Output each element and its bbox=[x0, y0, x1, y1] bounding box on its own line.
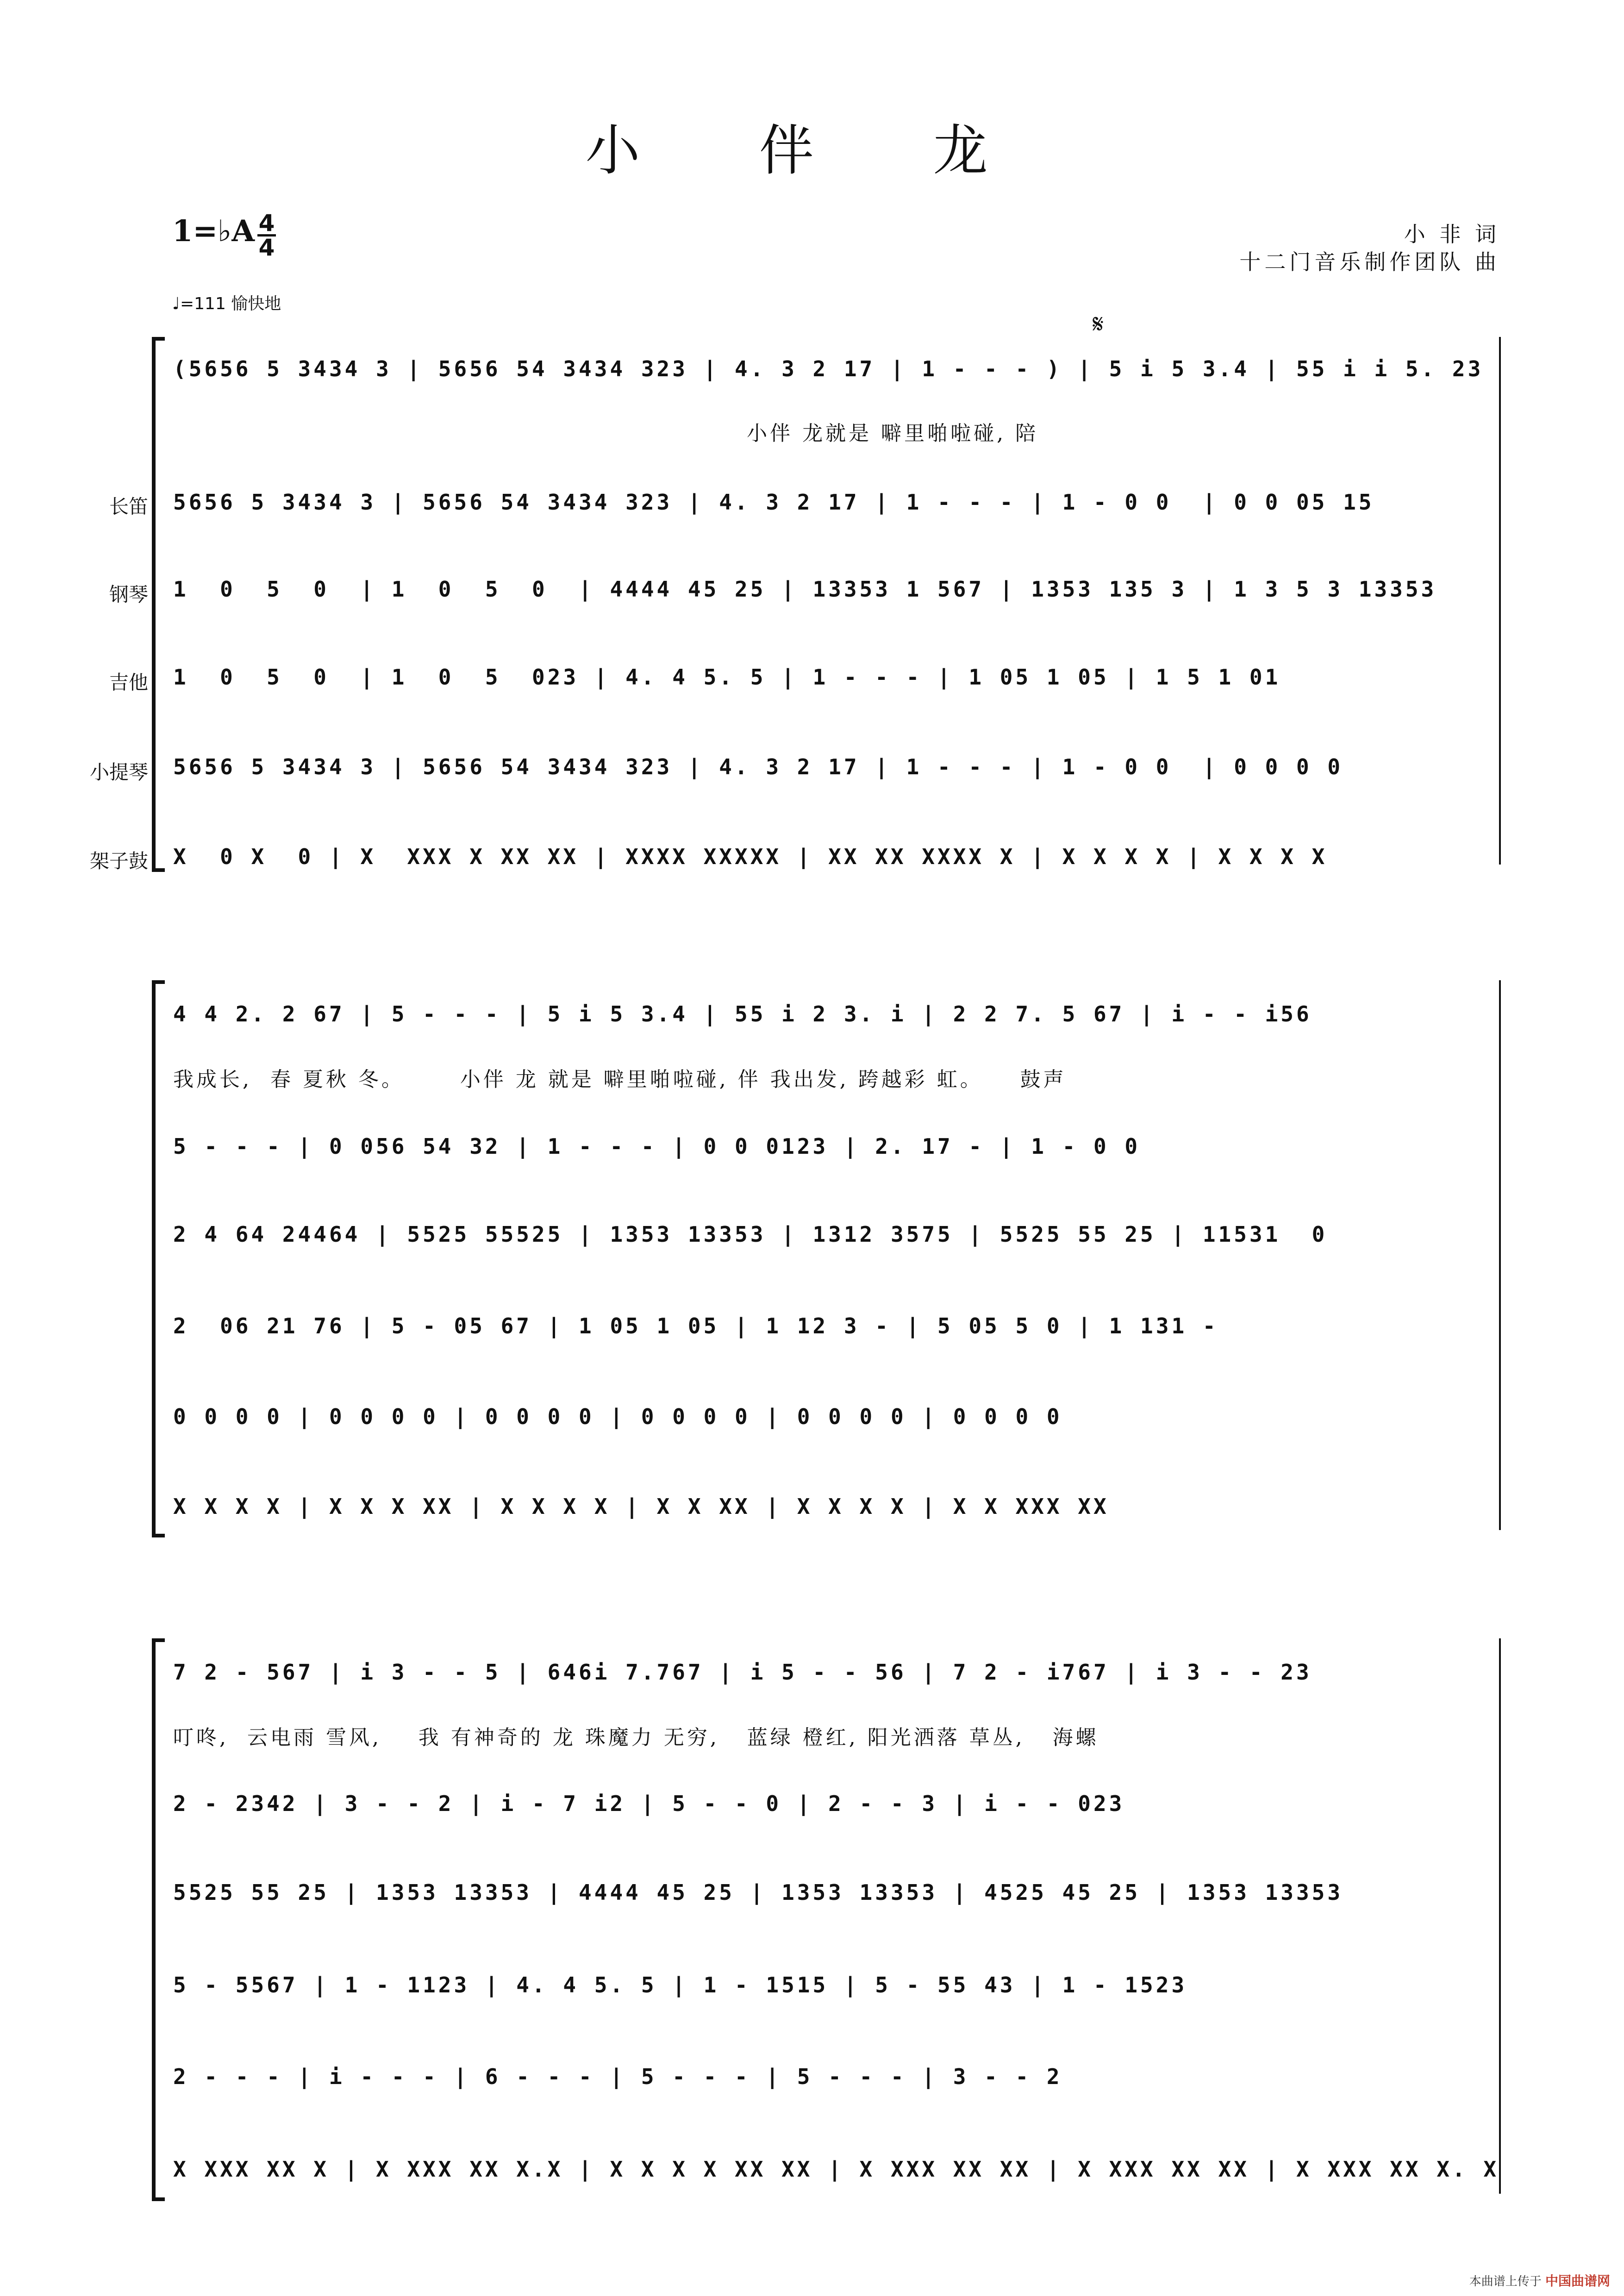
guitar-part: 5 - 5567 | 1 - 1123 | 4. 4 5. 5 | 1 - 1515 | 5 - 55 43 | 1 - 1523 bbox=[173, 1972, 1187, 1997]
drum-part: X X X X | X X X XX | X X X X | X X XX | X X X X | X X XXX XX bbox=[173, 1494, 1109, 1519]
final-barline bbox=[1499, 337, 1501, 865]
lyricist-credit: 小 非 词 bbox=[1404, 222, 1500, 247]
voice-line: (5656 5 3434 3 | 5656 54 3434 323 | 4. 3 2 17 | 1 - - - ) | 5 i 5 3.4 | 55 i i 5. 23 bbox=[173, 356, 1484, 381]
violin-part: 2 - - - | i - - - | 6 - - - | 5 - - - | 5 - - - | 3 - - 2 bbox=[173, 2064, 1062, 2089]
instrument-label-guitar: 吉他 bbox=[109, 671, 148, 694]
piano-part: 1 0 5 0 | 1 0 5 0 | 4444 45 25 | 13353 1 567 | 1353 135 3 | 1 3 5 3 13353 bbox=[173, 577, 1437, 602]
piano-part: 5525 55 25 | 1353 13353 | 4444 45 25 | 1353 13353 | 4525 45 25 | 1353 13353 bbox=[173, 1880, 1343, 1905]
flute-part: 2 - 2342 | 3 - - 2 | i - 7 i2 | 5 - - 0 | 2 - - 3 | i - - 023 bbox=[173, 1791, 1125, 1816]
drum-part: X 0 X 0 | X XXX X XX XX | XXXX XXXXX | XX XX XXXX X | X X X X | X X X X bbox=[173, 844, 1328, 869]
flute-part: 5 - - - | 0 056 54 32 | 1 - - - | 0 0 0123 | 2. 17 - | 1 - 0 0 bbox=[173, 1134, 1141, 1159]
violin-part: 0 0 0 0 | 0 0 0 0 | 0 0 0 0 | 0 0 0 0 | 0 0 0 0 | 0 0 0 0 bbox=[173, 1404, 1062, 1429]
composer-credit: 十二门音乐制作团队 曲 bbox=[1239, 249, 1500, 274]
voice-line: 7 2 - 567 | i 3 - - 5 | 646i 7.767 | i 5 - - 56 | 7 2 - i767 | i 3 - - 23 bbox=[173, 1660, 1312, 1685]
piano-part: 2 4 64 24464 | 5525 55525 | 1353 13353 | 1312 3575 | 5525 55 25 | 11531 0 bbox=[173, 1222, 1328, 1247]
final-barline bbox=[1499, 980, 1501, 1530]
instrument-label-piano: 钢琴 bbox=[109, 583, 148, 606]
instrument-label-drums: 架子鼓 bbox=[89, 850, 148, 872]
page-title: 小 伴 龙 bbox=[585, 118, 1039, 182]
time-signature bbox=[257, 212, 276, 259]
system-bracket bbox=[152, 980, 165, 1537]
lyrics-line: 我成长, 春 夏秋 冬。 小伴 龙 就是 噼里啪啦碰, 伴 我出发, 跨越彩 虹。 鼓声 bbox=[173, 1068, 1067, 1091]
guitar-part: 2 06 21 76 | 5 - 05 67 | 1 05 1 05 | 1 12 3 - | 5 05 5 0 | 1 131 - bbox=[173, 1313, 1218, 1338]
system-bracket bbox=[152, 1638, 165, 2201]
voice-line: 4 4 2. 2 67 | 5 - - - | 5 i 5 3.4 | 55 i 2 3. i | 2 2 7. 5 67 | i - - i56 bbox=[173, 1002, 1312, 1027]
instrument-label-flute: 长笛 bbox=[109, 495, 148, 518]
flute-part: 5656 5 3434 3 | 5656 54 3434 323 | 4. 3 2 17 | 1 - - - | 1 - 0 0 | 0 0 05 15 bbox=[173, 490, 1374, 515]
time-signature-top: 4 bbox=[258, 210, 275, 236]
footer-text: 本曲谱上传于 bbox=[1469, 2275, 1542, 2289]
time-signature-bottom: 4 bbox=[258, 234, 275, 261]
violin-part: 5656 5 3434 3 | 5656 54 3434 323 | 4. 3 2 17 | 1 - - - | 1 - 0 0 | 0 0 0 0 bbox=[173, 754, 1343, 779]
final-barline bbox=[1499, 1638, 1501, 2194]
lyrics-line: 叮咚, 云电雨 雪风, 我 有神奇的 龙 珠魔力 无穷, 蓝绿 橙红, 阳光洒落 草丛, 海螺 bbox=[173, 1726, 1099, 1749]
instrument-label-violin: 小提琴 bbox=[89, 761, 148, 784]
footer-credit bbox=[1469, 2271, 1610, 2290]
segno-icon: 𝄋 bbox=[1093, 309, 1104, 339]
tempo-marking: ♩=111 愉快地 bbox=[172, 294, 281, 313]
system-bracket bbox=[152, 337, 165, 872]
site-logo: 中国曲谱网 bbox=[1545, 2273, 1610, 2289]
drum-part: X XXX XX X | X XXX XX X.X | X X X X XX XX | X XXX XX XX | X XXX XX XX | X XXX XX X. X bbox=[173, 2157, 1499, 2182]
guitar-part: 1 0 5 0 | 1 0 5 023 | 4. 4 5. 5 | 1 - - - | 1 05 1 05 | 1 5 1 01 bbox=[173, 665, 1281, 690]
lyrics-line: 小伴 龙就是 噼里啪啦碰, 陪 bbox=[173, 422, 1039, 445]
key-signature: 1=♭A bbox=[172, 214, 255, 249]
